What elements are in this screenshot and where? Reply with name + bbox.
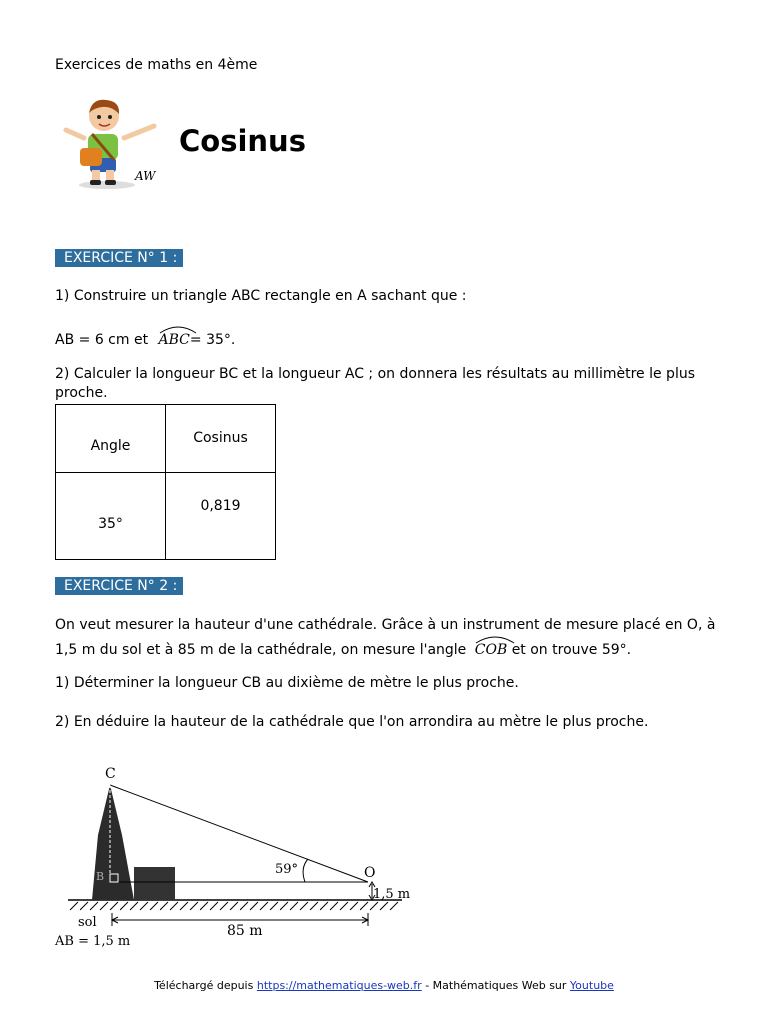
footer-site-link[interactable]: https://mathematiques-web.fr	[256, 979, 422, 992]
label-distance: 85 m	[227, 923, 263, 939]
exercise-1-question-2-line-2: proche.	[55, 385, 108, 401]
footer-middle: - Mathématiques Web sur	[425, 979, 567, 992]
footer	[0, 979, 768, 992]
label-ab: AB = 1,5 m	[55, 934, 131, 949]
label-sol: sol	[78, 915, 97, 930]
label-c: C	[105, 766, 116, 782]
cartoon-boy-logo	[62, 98, 162, 190]
exercise-2-intro-line-1: On veut mesurer la hauteur d'une cathédrale. Grâce à un instrument de mesure placé en O, à	[55, 617, 716, 633]
footer-youtube-link[interactable]: Youtube	[569, 979, 614, 992]
page-title: Cosinus	[179, 124, 306, 158]
exercise-2-question-1: 1) Déterminer la longueur CB au dixième de mètre le plus proche.	[55, 675, 519, 691]
given-prefix: AB = 6 cm et	[55, 332, 149, 348]
given-suffix: = 35°.	[189, 332, 236, 348]
table-cell-angle: 35°	[56, 473, 166, 560]
exercise-1-label: EXERCICE N° 1 :	[55, 249, 183, 267]
angle-arc-icon	[475, 634, 515, 644]
label-angle-59: 59°	[275, 862, 299, 877]
angle-abc	[159, 326, 190, 348]
table-cell-cosinus: 0,819	[166, 473, 276, 560]
angle-abc-label: ABC	[158, 332, 190, 348]
exercise-1-given	[55, 326, 235, 348]
intro-suffix: et on trouve 59°.	[511, 642, 632, 658]
exercise-1-question-2-line-1: 2) Calculer la longueur BC et la longueur AC ; on donnera les résultats au millimètre le plus	[55, 366, 696, 382]
angle-cob	[475, 636, 507, 658]
footer-prefix: Téléchargé depuis	[154, 979, 254, 992]
exercise-2-question-2: 2) En déduire la hauteur de la cathédrale que l'on arrondira au mètre le plus proche.	[55, 714, 649, 730]
table-header-cosinus: Cosinus	[166, 405, 276, 473]
exercise-1-question-1: 1) Construire un triangle ABC rectangle en A sachant que :	[55, 288, 467, 304]
label-height: 1,5 m	[373, 887, 411, 902]
label-b: B	[96, 870, 105, 883]
angle-arc-icon	[159, 324, 197, 334]
cathedral-nave	[134, 867, 175, 900]
angle-arc-59	[303, 859, 308, 882]
page-subtitle: Exercices de maths en 4ème	[55, 57, 258, 73]
intro-prefix: 1,5 m du sol et à 85 m de la cathédrale, on mesure l'angle	[55, 642, 467, 658]
angle-cob-label: COB	[474, 642, 508, 658]
cathedral-figure	[50, 760, 420, 955]
cosine-table	[55, 404, 276, 560]
svg-text:AW: AW	[135, 169, 156, 183]
exercise-2-label: EXERCICE N° 2 :	[55, 577, 183, 595]
label-o: O	[364, 865, 376, 881]
exercise-2-intro-line-2	[55, 636, 631, 658]
ground-hatching	[70, 902, 398, 910]
table-header-angle: Angle	[56, 405, 166, 473]
